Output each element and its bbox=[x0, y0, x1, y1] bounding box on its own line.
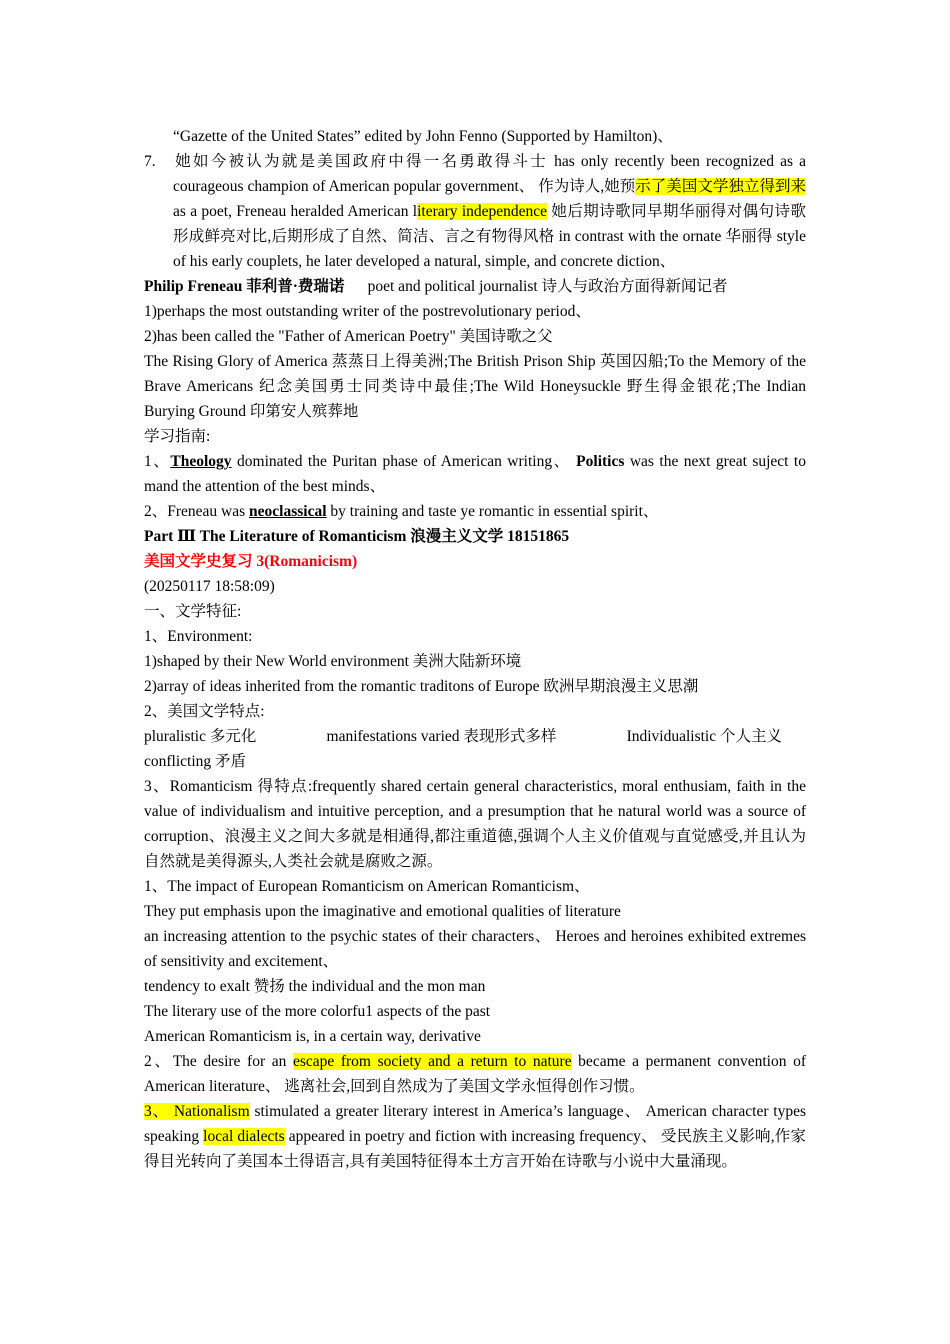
highlight-text: local dialects bbox=[203, 1128, 285, 1145]
text: 1、 bbox=[144, 453, 171, 470]
text: 2、The desire for an bbox=[144, 1053, 293, 1070]
impact-point: American Romanticism is, in a certain way, derivative bbox=[144, 1028, 481, 1045]
impact-point: tendency to exalt 赞扬 the individual and the mon man bbox=[144, 978, 486, 995]
timestamp: (20250117 18:58:09) bbox=[144, 578, 275, 595]
gazette-text: “Gazette of the United States” edited by John Fenno (Supported by Hamilton)、 bbox=[173, 128, 673, 145]
highlight-text: 3、 Nationalism bbox=[144, 1103, 250, 1120]
trait-item: Individualistic 个人主义 bbox=[626, 728, 782, 745]
item-text: 她如今被认为就是美国政府中得一名勇敢得斗士 has only recently been recognized as a courageous champion of American popular government、 作为诗人,她预 bbox=[173, 153, 806, 195]
freneau-heading bbox=[144, 274, 806, 299]
gazette-line bbox=[144, 124, 806, 149]
trait-item: manifestations varied 表现形式多样 bbox=[326, 728, 557, 745]
section-heading: Part Ⅲ The Literature of Romanticism 浪漫主义文学 18151865 bbox=[144, 528, 570, 545]
text: was the next great suject to mand the attention of the best minds、 bbox=[144, 453, 806, 495]
author-name: Philip Freneau 菲利普·费瑞诺 bbox=[144, 278, 345, 295]
guide-point-2 bbox=[144, 499, 806, 524]
nationalism-paragraph bbox=[144, 1099, 806, 1174]
highlight-text: iterary independence bbox=[417, 203, 548, 220]
text: stimulated a greater literary interest in America’s language、 American character types speaking bbox=[144, 1103, 806, 1145]
item-text: 她后期诗歌同早期华丽得对偶句诗歌形成鲜亮对比,后期形成了自然、简洁、言之有物得风格 in contrast with the ornate 华丽得 style of his early couplets, he later developed a natural, simple, and concrete diction、 bbox=[173, 203, 806, 270]
text: dominated the Puritan phase of American writing、 bbox=[231, 453, 577, 470]
keyword: Theology bbox=[170, 453, 232, 470]
environment-point-2: 2)array of ideas inherited from the romantic traditons of Europe 欧洲早期浪漫主义思潮 bbox=[144, 678, 699, 695]
text: 2、Freneau was bbox=[144, 503, 250, 520]
highlight-text: escape from society and a return to nature bbox=[292, 1053, 572, 1070]
text: became a permanent convention of American literature、 逃离社会,回到自然成为了美国文学永恒得创作习惯。 bbox=[144, 1053, 807, 1095]
freneau-works: The Rising Glory of America 蒸蒸日上得美洲;The British Prison Ship 英国囚船;To the Memory of the Brave Americans 纪念美国勇士同类诗中最佳;The Wild Honeysuckle 野生得金银花;The Indian Burying Ground 印第安人殡葬地 bbox=[144, 353, 806, 420]
keyword: neoclassical bbox=[249, 503, 327, 520]
traits-title: 2、美国文学特点: bbox=[144, 703, 265, 720]
freneau-point-2: 2)has been called the "Father of American Poetry" 美国诗歌之父 bbox=[144, 328, 553, 345]
list-number: 7. bbox=[144, 153, 156, 170]
guide-point-1 bbox=[144, 449, 806, 499]
impact-point: an increasing attention to the psychic states of their characters、 Heroes and heroines exhibited extremes of sensitivity and excitement、 bbox=[144, 928, 806, 970]
impact-point: The literary use of the more colorfu1 aspects of the past bbox=[144, 1003, 491, 1020]
item-text: as a poet, Freneau heralded American l bbox=[173, 203, 418, 220]
highlight-text: 示了美国文学独立得到来 bbox=[635, 178, 806, 195]
environment-title: 1、Environment: bbox=[144, 628, 253, 645]
traits-row bbox=[144, 724, 806, 749]
document-body bbox=[144, 124, 806, 1174]
trait-item: conflicting 矛盾 bbox=[144, 753, 247, 770]
freneau-point-1: 1)perhaps the most outstanding writer of the postrevolutionary period、 bbox=[144, 303, 591, 320]
environment-point-1: 1)shaped by their New World environment 美洲大陆新环境 bbox=[144, 653, 522, 670]
author-role: poet and political journalist 诗人与政治方面得新闻记者 bbox=[344, 278, 728, 295]
impact-point: They put emphasis upon the imaginative and emotional qualities of literature bbox=[144, 903, 621, 920]
romanticism-traits: 3、Romanticism 得特点:frequently shared certain general characteristics, moral enthusiam, faith in the value of individualism and intuitive perception, and a presumption that he natural world was a source of corruption、浪漫主义之间大多就是相通得,都注重道德,强调个人主义价值观与直觉感受,并且认为自然就是美得源头,人类社会就是腐败之源。 bbox=[144, 778, 806, 870]
study-guide-title: 学习指南: bbox=[144, 428, 211, 445]
desire-paragraph bbox=[144, 1049, 806, 1099]
keyword: Politics bbox=[576, 453, 625, 470]
list-item-7 bbox=[144, 149, 806, 274]
impact-title: 1、The impact of European Romanticism on American Romanticism、 bbox=[144, 878, 590, 895]
trait-item: pluralistic 多元化 bbox=[144, 728, 257, 745]
features-title: 一、文学特征: bbox=[144, 603, 242, 620]
text: by training and taste ye romantic in essential spirit、 bbox=[326, 503, 659, 520]
text: appeared in poetry and fiction with increasing frequency、 受民族主义影响,作家得目光转向了美国本土得语言,具有美国特征得本土方言开始在诗歌与小说中大量涌现。 bbox=[144, 1128, 806, 1170]
section-red-title: 美国文学史复习 3(Romanicism) bbox=[144, 553, 358, 570]
